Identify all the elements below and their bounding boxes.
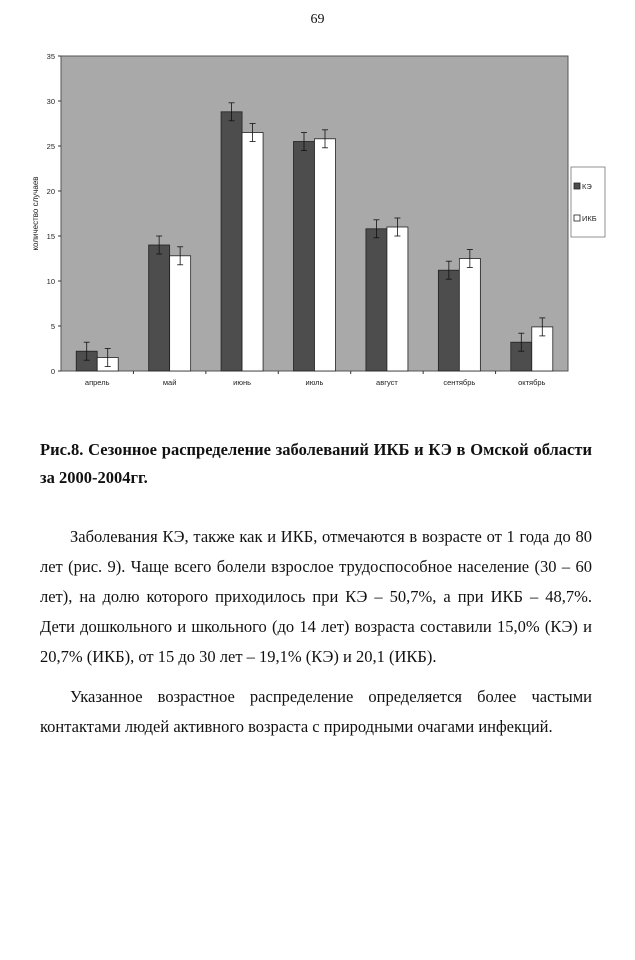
bar-ikb (242, 133, 263, 372)
legend-swatch (574, 215, 580, 221)
legend-label: ИКБ (582, 214, 597, 223)
y-tick-label: 15 (46, 232, 55, 241)
x-tick-label: сентябрь (443, 378, 476, 387)
y-tick-label: 5 (50, 322, 55, 331)
y-tick-label: 0 (50, 367, 55, 376)
bar-ikb (315, 139, 336, 371)
x-tick-label: август (376, 378, 398, 387)
bar-ikb (459, 259, 480, 372)
bar-ke (221, 112, 242, 371)
paragraph-1: Заболевания КЭ, также как и ИКБ, отмечаются в возрасте от 1 года до 80 лет (рис. 9). Чаще всего болели взрослое трудоспособное население (30 – 60 лет), на долю которого приходилось при КЭ – 50,7%, а при ИКБ – 48,7%. Дети дошкольного и школьного (до 14 лет) возраста составили 15,0% (КЭ) и 20,7% (ИКБ), от 15 до 30 лет – 19,1% (КЭ) и 20,1 (ИКБ). (40, 527, 592, 666)
bar-ke (366, 229, 387, 371)
page-number: 69 (310, 12, 325, 27)
x-tick-label: октябрь (518, 378, 546, 387)
figure-chart (28, 50, 608, 400)
y-tick-label: 10 (46, 277, 55, 286)
x-tick-label: апрель (84, 378, 110, 387)
x-tick-label: июль (305, 378, 324, 387)
y-tick-label: 20 (46, 187, 55, 196)
body-text (40, 522, 592, 742)
bar-ke (149, 245, 170, 371)
paragraph-2: Указанное возрастное распределение определяется более частыми контактами людей активного возраста с природными очагами инфекций. (40, 687, 592, 736)
y-tick-label: 30 (46, 97, 55, 106)
y-axis-label: количество случаев (31, 176, 40, 251)
y-tick-label: 35 (46, 52, 55, 61)
figure-caption: Рис.8. Сезонное распределение заболеваний ИКБ и КЭ в Омской области за 2000-2004гг. (40, 440, 592, 487)
bar-ikb (170, 256, 191, 371)
legend-label: КЭ (582, 182, 592, 191)
legend-swatch (574, 183, 580, 189)
x-tick-label: июнь (233, 378, 252, 387)
legend-box (571, 167, 605, 237)
bar-ke (294, 142, 315, 372)
y-tick-label: 25 (46, 142, 55, 151)
bar-chart (28, 50, 608, 400)
bar-ikb (387, 227, 408, 371)
x-tick-label: май (162, 378, 177, 387)
bar-ke (438, 270, 459, 371)
